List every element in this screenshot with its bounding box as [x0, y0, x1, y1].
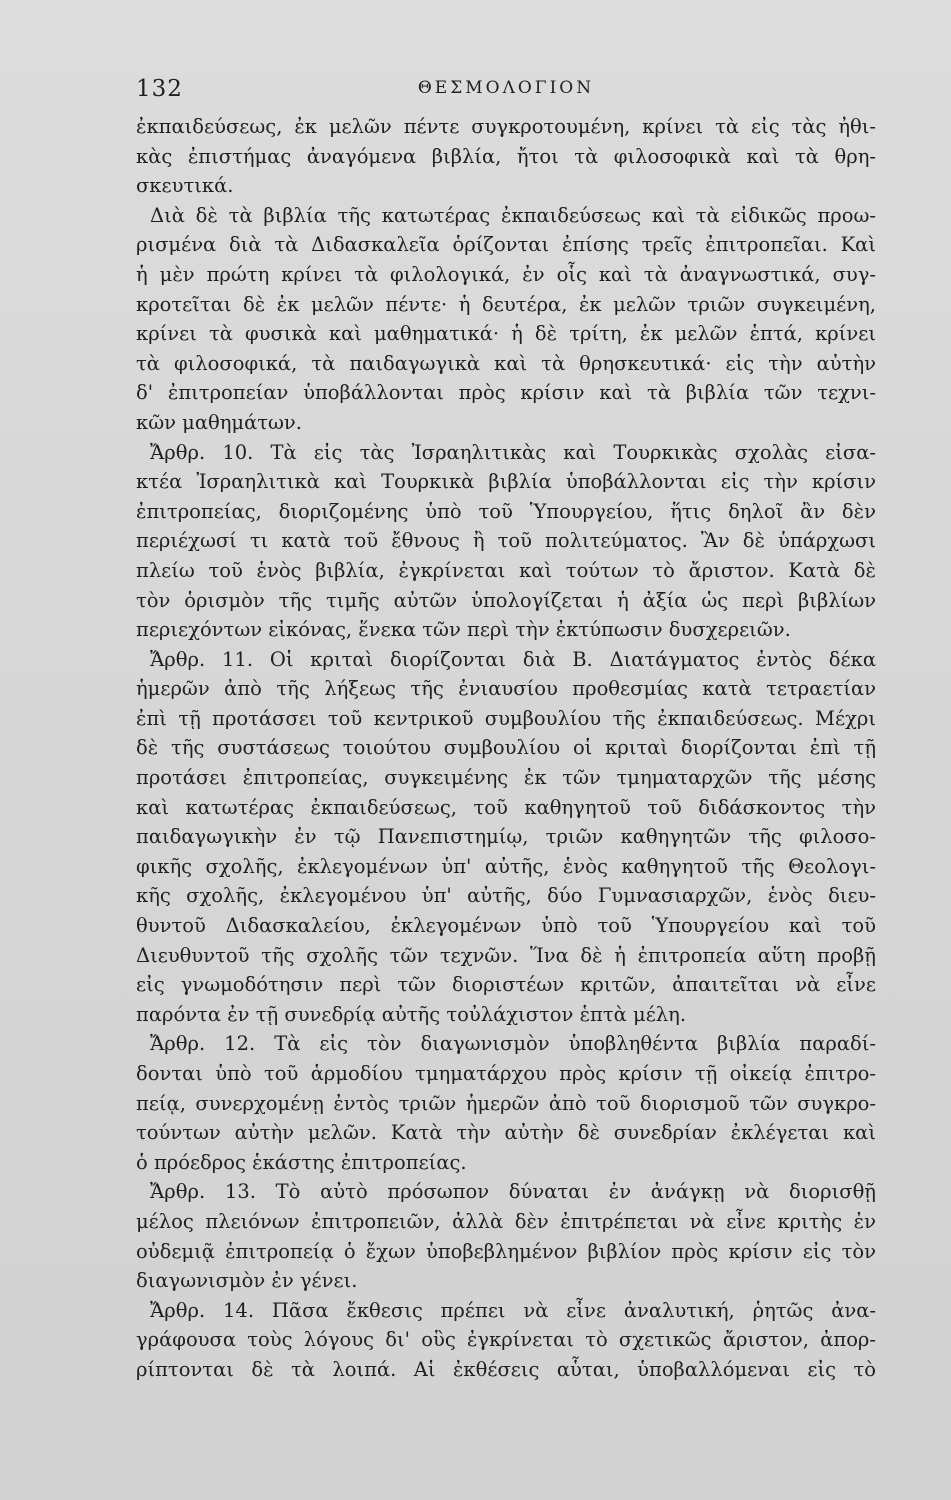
text-line: Ἄρθρ. 10. Τὰ εἰς τὰς Ἰσραηλιτικὰς καὶ Τουρκικὰς σχολὰς εἰσα- — [150, 440, 876, 464]
text-line: δονται ὑπὸ τοῦ ἁρμοδίου τμηματάρχου πρὸς κρίσιν τῇ οἰκείᾳ ἐπιτρο- — [136, 1062, 876, 1085]
text-line: τούντων αὐτὴν μελῶν. Κατὰ τὴν αὐτὴν δὲ συνεδρίαν ἐκλέγεται καὶ — [136, 1121, 876, 1145]
page-number: 132 — [136, 76, 183, 102]
text-line: πείᾳ, συνερχομένῃ ἐντὸς τριῶν ἡμερῶν ἀπὸ τοῦ διορισμοῦ τῶν συγκρο- — [136, 1091, 876, 1115]
page-header — [136, 76, 876, 106]
text-line: ἐπιτροπείας, διοριζομένης ὑπὸ τοῦ Ὑπουργείου, ἥτις δηλοῖ ἂν δὲν — [136, 499, 876, 523]
text-body — [136, 112, 876, 1385]
text-line: ρισμένα διὰ τὰ Διδασκαλεῖα ὁρίζονται ἐπίσης τρεῖς ἐπιτροπεῖαι. Καὶ — [136, 233, 876, 257]
text-line: ἐπὶ τῇ προτάσσει τοῦ κεντρικοῦ συμβουλίου τῆς ἐκπαιδεύσεως. Μέχρι — [136, 706, 876, 730]
text-line: Διὰ δὲ τὰ βιβλία τῆς κατωτέρας ἐκπαιδεύσεως καὶ τὰ εἰδικῶς προω- — [150, 203, 876, 227]
text-line: κρίνει τὰ φυσικὰ καὶ μαθηματικά· ἡ δὲ τρίτη, ἐκ μελῶν ἑπτά, κρίνει — [136, 322, 876, 346]
text-line: παρόντα ἐν τῇ συνεδρίᾳ αὐτῆς τοὐλάχιστον ἑπτὰ μέλη. — [136, 1002, 687, 1026]
text-line: περιέχωσί τι κατὰ τοῦ ἔθνους ἢ τοῦ πολιτεύματος. Ἂν δὲ ὑπάρχωσι — [136, 529, 876, 553]
text-line: ἡμερῶν ἀπὸ τῆς λήξεως τῆς ἐνιαυσίου προθεσμίας κατὰ τετραετίαν — [136, 677, 876, 701]
text-line: ὁ πρόεδρος ἑκάστης ἐπιτροπείας. — [136, 1150, 467, 1174]
text-line: πλείω τοῦ ἑνὸς βιβλία, ἐγκρίνεται καὶ τούτων τὸ ἄριστον. Κατὰ δὲ — [136, 558, 876, 582]
text-line: ρίπτονται δὲ τὰ λοιπά. Αἱ ἐκθέσεις αὗται, ὑποβαλλόμεναι εἰς τὸ — [136, 1357, 876, 1381]
text-line: κὰς ἐπιστήμας ἀναγόμενα βιβλία, ἤτοι τὰ φιλοσοφικὰ καὶ τὰ θρη- — [136, 144, 876, 168]
text-line: προτάσει ἐπιτροπείας, συγκειμένης ἐκ τῶν τμηματαρχῶν τῆς μέσης — [136, 766, 876, 790]
text-line: Ἄρθρ. 14. Πᾶσα ἔκθεσις πρέπει νὰ εἶνε ἀναλυτική, ῥητῶς ἀνα- — [150, 1298, 876, 1322]
text-line: κτέα Ἰσραηλιτικὰ καὶ Τουρκικὰ βιβλία ὑποβάλλονται εἰς τὴν κρίσιν — [136, 470, 876, 494]
text-line: ἐκπαιδεύσεως, ἐκ μελῶν πέντε συγκροτουμένη, κρίνει τὰ εἰς τὰς ἠθι- — [136, 115, 876, 138]
text-line: εἰς γνωμοδότησιν περὶ τῶν διοριστέων κριτῶν, ἀπαιτεῖται νὰ εἶνε — [136, 973, 876, 997]
text-line: κροτεῖται δὲ ἐκ μελῶν πέντε· ἡ δευτέρα, ἐκ μελῶν τριῶν συγκειμένη, — [136, 292, 876, 316]
text-line: Ἄρθρ. 13. Τὸ αὐτὸ πρόσωπον δύναται ἐν ἀνάγκῃ νὰ διορισθῇ — [150, 1180, 876, 1204]
text-line: γράφουσα τοὺς λόγους δι' οὓς ἐγκρίνεται τὸ σχετικῶς ἄριστον, ἀπορ- — [136, 1328, 876, 1352]
text-line: κῆς σχολῆς, ἐκλεγομένου ὑπ' αὐτῆς, δύο Γυμνασιαρχῶν, ἑνὸς διευ- — [136, 884, 876, 908]
text-line: Διευθυντοῦ τῆς σχολῆς τῶν τεχνῶν. Ἵνα δὲ ἡ ἐπιτροπεία αὕτη προβῇ — [136, 943, 876, 967]
text-line: Ἄρθρ. 11. Οἱ κριταὶ διορίζονται διὰ Β. Διατάγματος ἐντὸς δέκα — [150, 647, 876, 671]
text-line: σκευτικά. — [136, 174, 234, 198]
text-line: τὸν ὁρισμὸν τῆς τιμῆς αὐτῶν ὑπολογίζεται ἡ ἀξία ὡς περὶ βιβλίων — [136, 588, 876, 612]
text-line: δ' ἐπιτροπείαν ὑποβάλλονται πρὸς κρίσιν καὶ τὰ βιβλία τῶν τεχνι- — [136, 381, 876, 405]
text-line: οὐδεμιᾷ ἐπιτροπείᾳ ὁ ἔχων ὑποβεβλημένον βιβλίον πρὸς κρίσιν εἰς τὸν — [136, 1239, 876, 1263]
text-line: Ἄρθρ. 12. Τὰ εἰς τὸν διαγωνισμὸν ὑποβληθέντα βιβλία παραδί- — [150, 1032, 876, 1056]
text-line: θυντοῦ Διδασκαλείου, ἐκλεγομένων ὑπὸ τοῦ Ὑπουργείου καὶ τοῦ — [136, 914, 876, 938]
text-line: κῶν μαθημάτων. — [136, 410, 302, 434]
text-line: ἡ μὲν πρώτη κρίνει τὰ φιλολογικά, ἐν οἷς καὶ τὰ ἀναγνωστικά, συγ- — [136, 262, 876, 286]
running-title: ΘΕΣΜΟΛΟΓΙΟΝ — [417, 78, 595, 98]
text-line: περιεχόντων εἰκόνας, ἕνεκα τῶν περὶ τὴν ἐκτύπωσιν δυσχερειῶν. — [136, 618, 791, 642]
text-line: μέλος πλειόνων ἐπιτροπειῶν, ἀλλὰ δὲν ἐπιτρέπεται νὰ εἶνε κριτὴς ἐν — [136, 1209, 876, 1233]
text-line: φικῆς σχολῆς, ἐκλεγομένων ὑπ' αὐτῆς, ἑνὸς καθηγητοῦ τῆς Θεολογι- — [136, 854, 876, 878]
text-line: τὰ φιλοσοφικά, τὰ παιδαγωγικὰ καὶ τὰ θρησκευτικά· εἰς τὴν αὐτὴν — [136, 351, 876, 375]
text-line: δὲ τῆς συστάσεως τοιούτου συμβουλίου οἱ κριταὶ διορίζονται ἐπὶ τῇ — [136, 736, 876, 760]
text-line: παιδαγωγικὴν ἐν τῷ Πανεπιστημίῳ, τριῶν καθηγητῶν τῆς φιλοσο- — [136, 825, 876, 849]
text-line: διαγωνισμὸν ἐν γένει. — [136, 1269, 358, 1293]
text-line: καὶ κατωτέρας ἐκπαιδεύσεως, τοῦ καθηγητοῦ τοῦ διδάσκοντος τὴν — [136, 795, 876, 819]
